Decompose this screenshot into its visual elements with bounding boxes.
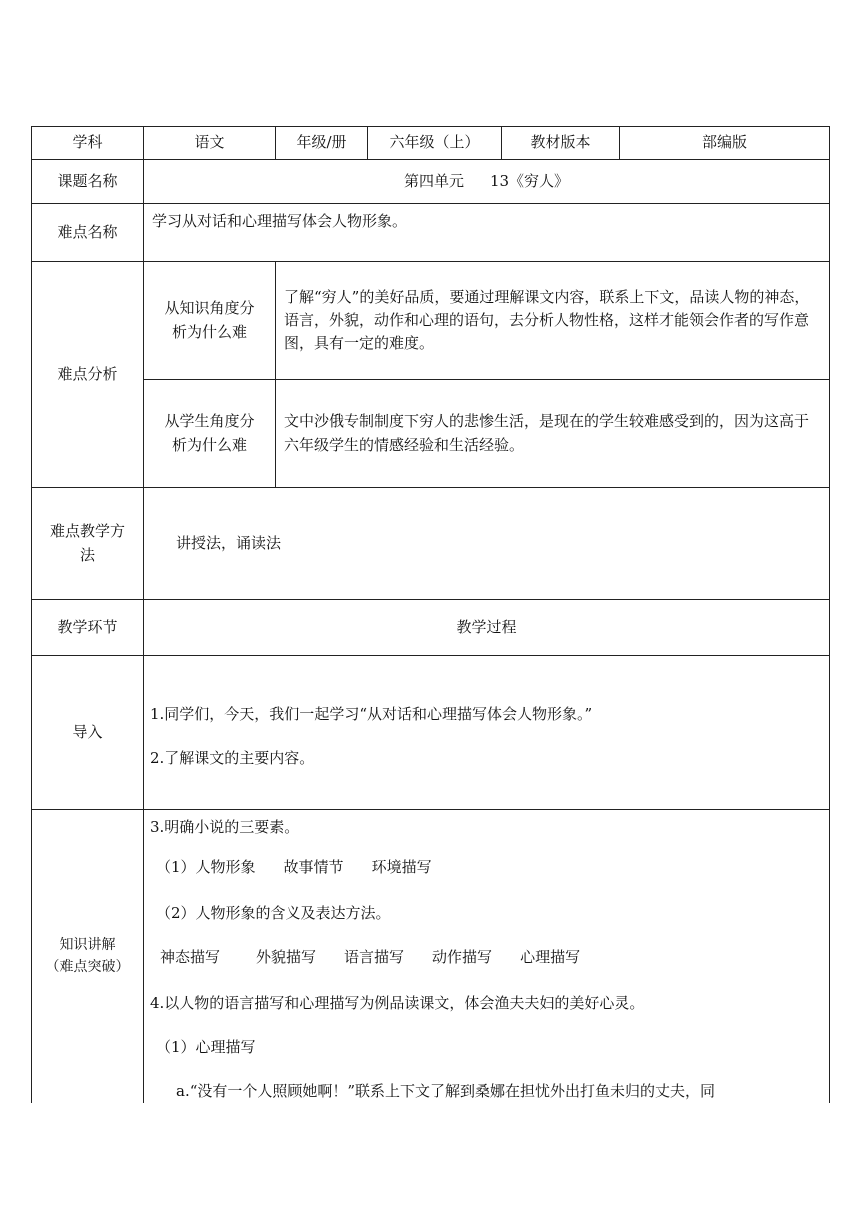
process-header-row bbox=[32, 600, 830, 656]
grade-value: 六年级（上） bbox=[368, 127, 502, 160]
intro-row bbox=[32, 656, 830, 810]
intro-content bbox=[144, 656, 830, 810]
analysis-label: 难点分析 bbox=[32, 262, 144, 488]
knowledge-angle-text: 了解“穷人”的美好品质，要通过理解课文内容，联系上下文，品读人物的神态，语言，外貌，动作和心理的语句，去分析人物性格，这样才能领会作者的写作意图，具有一定的难度。 bbox=[276, 262, 830, 380]
methods-line bbox=[150, 946, 821, 992]
lesson-row bbox=[32, 160, 830, 204]
method-expression: 神态描写 bbox=[160, 948, 221, 966]
knowledge-label-line2: （难点突破） bbox=[45, 958, 130, 975]
knowledge-line-3: 3.明确小说的三要素。 bbox=[150, 818, 300, 836]
story-elements-line bbox=[150, 856, 821, 902]
line-a: a.“没有一个人照顾她啊！”联系上下文了解到桑娜在担忧外出打鱼未归的丈夫，同 bbox=[176, 1082, 716, 1100]
element-plot: 故事情节 bbox=[283, 858, 344, 876]
lesson-unit: 第四单元 bbox=[403, 171, 464, 190]
edition-label: 教材版本 bbox=[502, 127, 620, 160]
intro-line-2: 2.了解课文的主要内容。 bbox=[150, 748, 315, 767]
knowledge-label-line1: 知识讲解 bbox=[59, 936, 116, 953]
element-character: （1）人物形象 bbox=[156, 858, 256, 876]
method-language: 语言描写 bbox=[344, 948, 405, 966]
method-row bbox=[32, 488, 830, 600]
meaning-line: （2）人物形象的含义及表达方法。 bbox=[156, 904, 391, 922]
element-setting: 环境描写 bbox=[371, 858, 432, 876]
method-value: 讲授法，诵读法 bbox=[144, 488, 830, 600]
lesson-title-cell bbox=[144, 160, 830, 204]
analysis-student-row bbox=[32, 380, 830, 488]
difficulty-row bbox=[32, 204, 830, 262]
lesson-label: 课题名称 bbox=[32, 160, 144, 204]
difficulty-value: 学习从对话和心理描写体会人物形象。 bbox=[144, 204, 830, 262]
intro-line-1: 1.同学们，今天，我们一起学习“从对话和心理描写体会人物形象。” bbox=[150, 705, 593, 724]
psych-label-line: （1）心理描写 bbox=[156, 1038, 256, 1056]
stage-label: 教学环节 bbox=[32, 600, 144, 656]
method-action: 动作描写 bbox=[432, 948, 493, 966]
method-psychology: 心理描写 bbox=[520, 948, 581, 966]
intro-label: 导入 bbox=[32, 656, 144, 810]
difficulty-label: 难点名称 bbox=[32, 204, 144, 262]
student-angle-label: 从学生角度分析为什么难 bbox=[144, 380, 276, 488]
analysis-knowledge-row bbox=[32, 262, 830, 380]
lesson-title: 13《穷人》 bbox=[489, 171, 570, 190]
knowledge-row bbox=[32, 810, 830, 1104]
knowledge-line-4: 4.以人物的语言描写和心理描写为例品读课文，体会渔夫夫妇的美好心灵。 bbox=[150, 994, 645, 1012]
lesson-plan-table bbox=[31, 126, 830, 1103]
method-appearance: 外貌描写 bbox=[256, 948, 317, 966]
knowledge-content bbox=[144, 810, 830, 1104]
knowledge-angle-label: 从知识角度分析为什么难 bbox=[144, 262, 276, 380]
student-angle-text: 文中沙俄专制制度下穷人的悲惨生活，是现在的学生较难感受到的，因为这高于六年级学生的情感经验和生活经验。 bbox=[276, 380, 830, 488]
process-label: 教学过程 bbox=[144, 600, 830, 656]
grade-label: 年级/册 bbox=[276, 127, 368, 160]
edition-value: 部编版 bbox=[620, 127, 830, 160]
knowledge-label-cell bbox=[32, 810, 144, 1104]
subject-label: 学科 bbox=[32, 127, 144, 160]
subject-value: 语文 bbox=[144, 127, 276, 160]
method-label: 难点教学方法 bbox=[32, 488, 144, 600]
header-row bbox=[32, 127, 830, 160]
